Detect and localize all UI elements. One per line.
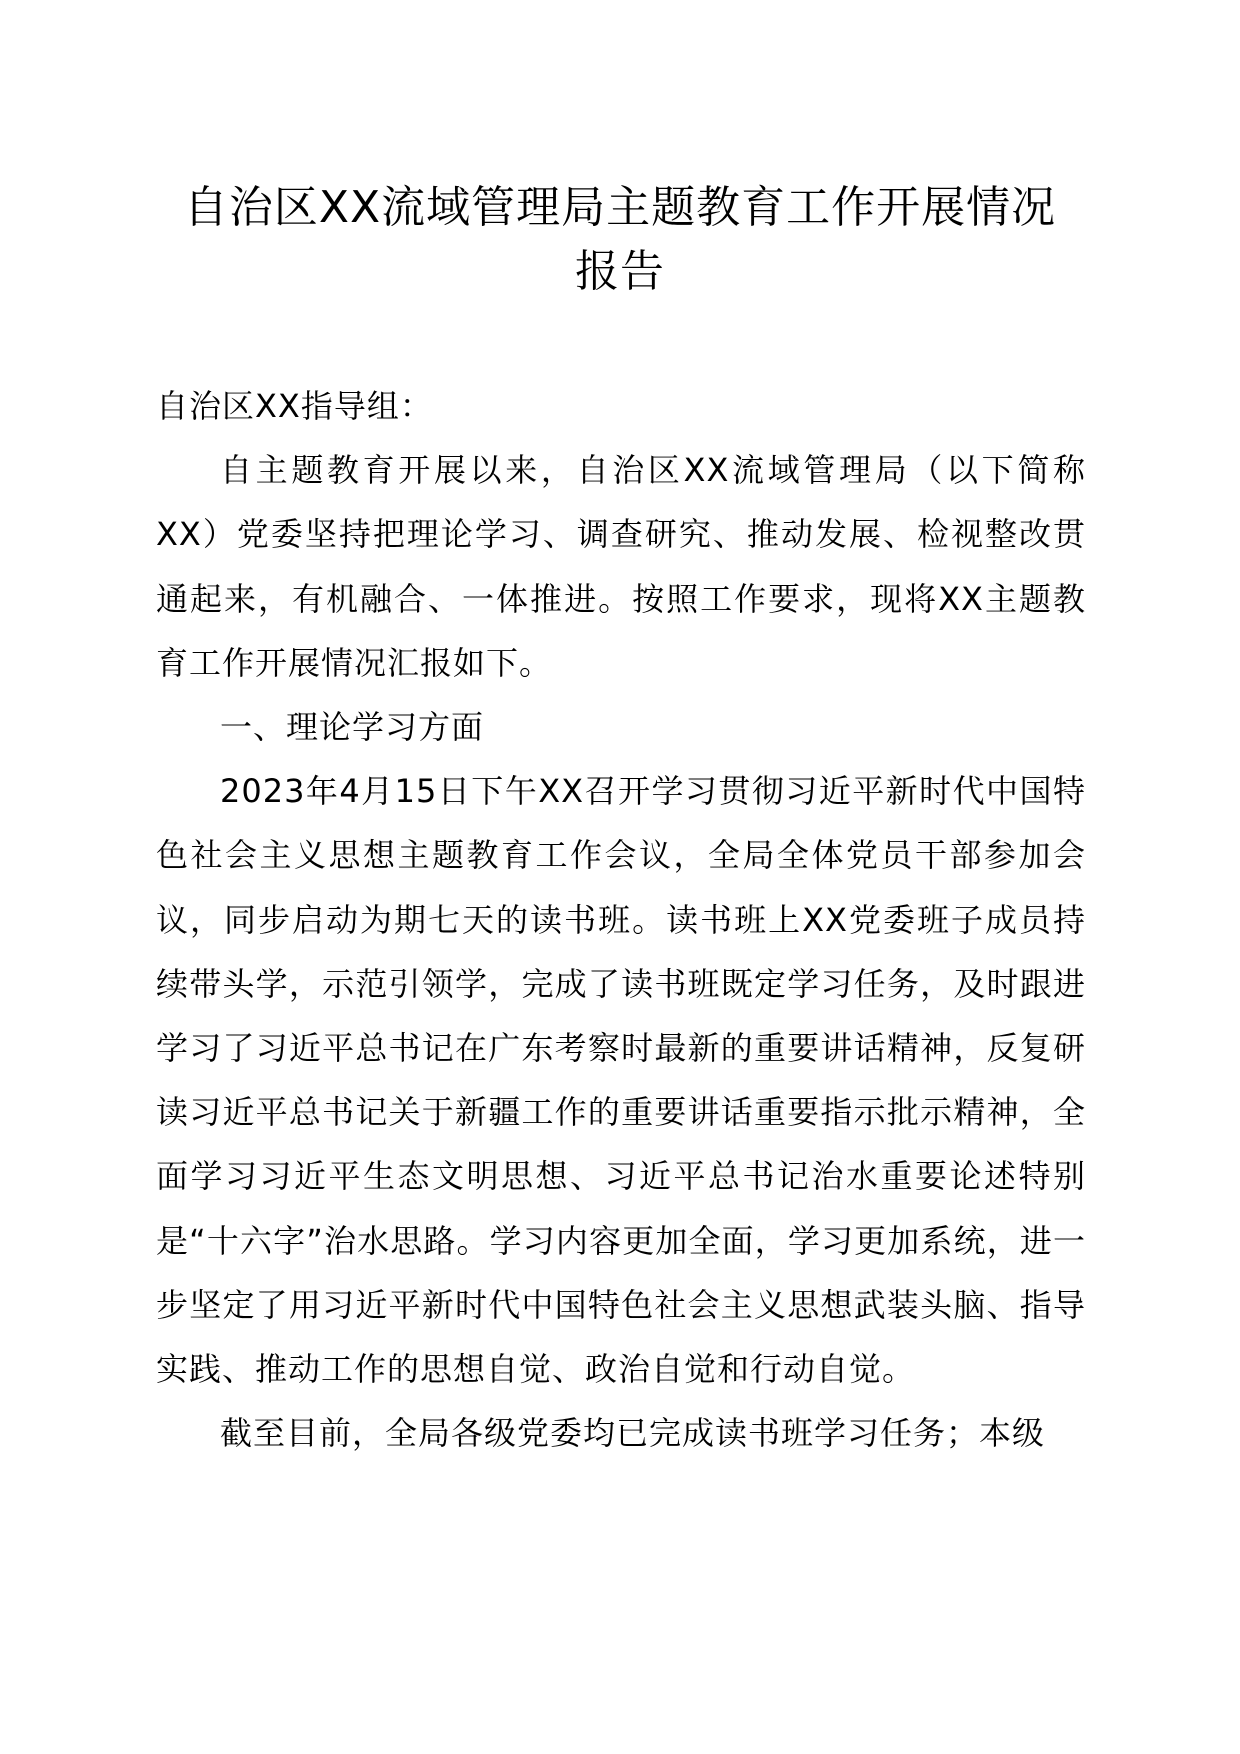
document-title [140, 176, 1100, 304]
document-body [156, 374, 1086, 1465]
salutation: 自治区XX指导组： [156, 387, 433, 425]
paragraph-study: 2023年4月15日下午XX召开学习贯彻习近平新时代中国特色社会主义思想主题教育工作会议，全局全体党员干部参加会议，同步启动为期七天的读书班。读书班上XX党委班子成员持续带头学，示范引领学，完成了读书班既定学习任务，及时跟进学习了习近平总书记在广东考察时最新的重要讲话精神，反复研读习近平总书记关于新疆工作的重要讲话重要指示批示精神，全面学习习近平生态文明思想、习近平总书记治水重要论述特别是“十六字”治水思路。学习内容更加全面，学习更加系统，进一步坚定了用习近平新时代中国特色社会主义思想武装头脑、指导实践、推动工作的思想自觉、政治自觉和行动自觉。 [156, 772, 1086, 1389]
section-heading: 一、理论学习方面 [220, 708, 485, 747]
title-line-1: 自治区XX流域管理局主题教育工作开展情况 [183, 182, 1057, 233]
paragraph-intro: 自主题教育开展以来，自治区XX流域管理局（以下简称XX）党委坚持把理论学习、调查研究、推动发展、检视整改贯通起来，有机融合、一体推进。按照工作要求，现将XX主题教育工作开展情况汇报如下。 [156, 451, 1086, 682]
title-line-2: 报告 [575, 246, 665, 297]
paragraph-progress: 截至目前，全局各级党委均已完成读书班学习任务；本级 [220, 1414, 1046, 1453]
